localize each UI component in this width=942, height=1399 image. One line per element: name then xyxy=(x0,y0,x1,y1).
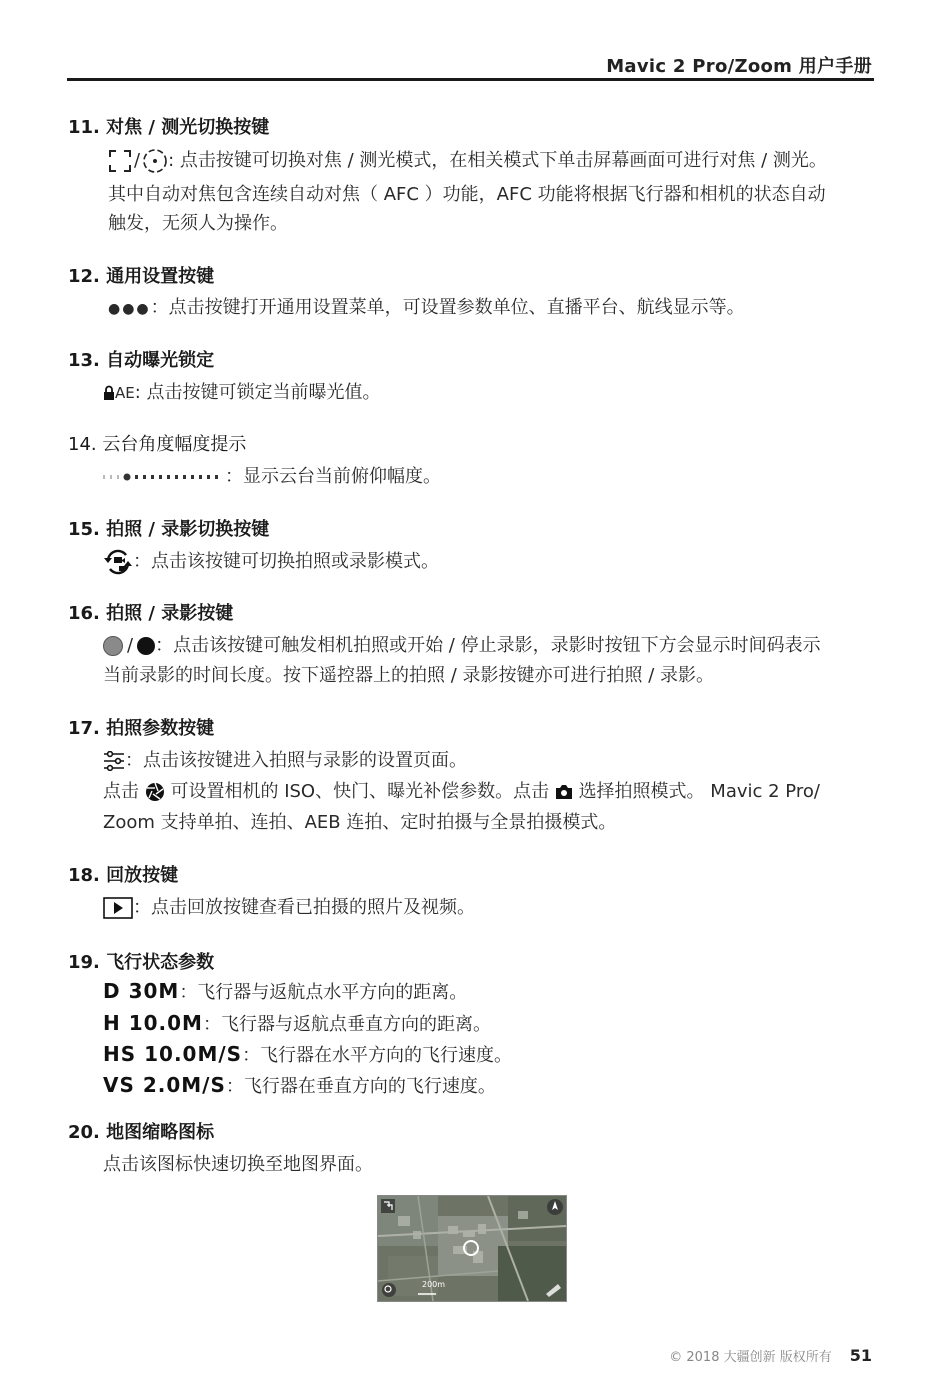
s18-text1: ：点击回放按键查看已拍摄的照片及视频。 xyxy=(133,897,475,918)
s17-line2 xyxy=(103,777,820,803)
stat-code: VS 2.0M/S xyxy=(103,1073,226,1097)
lock-icon xyxy=(103,385,115,401)
heading-20: 20. 地图缩略图标 xyxy=(68,1122,215,1143)
stat-code: H 10.0M xyxy=(103,1011,203,1035)
stat-desc: ：飞行器与返航点垂直方向的距离。 xyxy=(202,1014,491,1035)
gimbal-angle-icon xyxy=(103,472,225,482)
map-image xyxy=(378,1196,566,1301)
aperture-icon xyxy=(145,782,165,802)
s11-line2: 其中自动对焦包含连续自动对焦（ AFC ）功能，AFC 功能将根据飞行器和相机的状态自动 xyxy=(108,184,826,205)
map-thumbnail xyxy=(377,1195,567,1302)
s18-line1 xyxy=(103,893,475,919)
camera-icon xyxy=(555,784,573,800)
s19-item-2 xyxy=(103,1010,491,1036)
shutter-black-icon xyxy=(137,637,155,655)
s19-item-3 xyxy=(103,1041,512,1067)
s15-text1: ：点击该按键可切换拍照或录影模式。 xyxy=(133,551,439,572)
s13-text1: : 点击按键可锁定当前曝光值。 xyxy=(134,382,381,403)
s14-line1 xyxy=(103,462,441,488)
s17-line1 xyxy=(103,746,467,772)
s19-item-1 xyxy=(103,978,467,1004)
heading-11: 11. 对焦 / 测光切换按键 xyxy=(68,117,270,138)
s11-line3: 触发，无须人为操作。 xyxy=(108,213,288,234)
metering-icon xyxy=(142,148,168,174)
heading-15: 15. 拍照 / 录影切换按键 xyxy=(68,519,270,540)
s16-text1: ：点击该按键可触发相机拍照或开始 / 停止录影，录影时按钮下方会显示时间码表示 xyxy=(155,635,821,656)
header-title: Mavic 2 Pro/Zoom 用户手册 xyxy=(606,56,872,77)
s16-line2: 当前录影的时间长度。按下遥控器上的拍照 / 录影按键亦可进行拍照 / 录影。 xyxy=(103,665,715,686)
stat-desc: ：飞行器在垂直方向的飞行速度。 xyxy=(225,1076,496,1097)
s13-line1 xyxy=(103,378,381,404)
s17-text2b: 可设置相机的 ISO、快门、曝光补偿参数。点击 xyxy=(170,781,550,802)
map-scale-label: 200m xyxy=(422,1280,446,1289)
copyright-text: © 2018 大疆创新 版权所有 xyxy=(669,1350,832,1365)
heading-16: 16. 拍照 / 录影按键 xyxy=(68,603,234,624)
s12-text1: ：点击按键打开通用设置菜单，可设置参数单位、直播平台、航线显示等。 xyxy=(150,297,745,318)
slash-text: / xyxy=(134,150,141,171)
s12-line1 xyxy=(108,293,745,319)
heading-19: 19. 飞行状态参数 xyxy=(68,952,215,973)
ae-label: AE xyxy=(115,384,135,402)
s16-line1 xyxy=(103,631,821,657)
photo-video-switch-icon xyxy=(103,548,133,576)
play-icon xyxy=(103,897,133,919)
heading-17: 17. 拍照参数按键 xyxy=(68,718,215,739)
s17-text2c: 选择拍照模式。 Mavic 2 Pro/ xyxy=(578,781,820,802)
stat-code: HS 10.0M/S xyxy=(103,1042,243,1066)
stat-desc: ：飞行器与返航点水平方向的距离。 xyxy=(179,982,468,1003)
s15-line1 xyxy=(103,547,439,576)
focus-icon xyxy=(108,149,132,173)
s17-text2a: 点击 xyxy=(103,781,139,802)
stat-desc: ：飞行器在水平方向的飞行速度。 xyxy=(242,1045,513,1066)
settings-sliders-icon xyxy=(103,751,125,771)
heading-12: 12. 通用设置按键 xyxy=(68,266,215,287)
header-rule xyxy=(67,78,874,81)
s19-item-4 xyxy=(103,1072,496,1098)
footer xyxy=(669,1346,872,1365)
heading-14: 14. 云台角度幅度提示 xyxy=(68,434,247,455)
s11-text1: : 点击按键可切换对焦 / 测光模式，在相关模式下单击屏幕画面可进行对焦 / 测光。 xyxy=(168,150,827,171)
slash-text: / xyxy=(127,635,134,656)
stat-code: D 30M xyxy=(103,979,180,1003)
s17-line3: Zoom 支持单拍、连拍、AEB 连拍、定时拍摄与全景拍摄模式。 xyxy=(103,812,617,833)
s17-text1: ：点击该按键进入拍照与录影的设置页面。 xyxy=(125,750,467,771)
shutter-gray-icon xyxy=(103,636,123,656)
heading-18: 18. 回放按键 xyxy=(68,865,179,886)
s11-line1 xyxy=(108,146,827,174)
page-number: 51 xyxy=(849,1346,872,1365)
more-dots-icon: ●●● xyxy=(108,301,151,317)
s20-line1: 点击该图标快速切换至地图界面。 xyxy=(103,1154,373,1175)
s14-text1: ：显示云台当前俯仰幅度。 xyxy=(225,466,441,487)
heading-13: 13. 自动曝光锁定 xyxy=(68,350,215,371)
